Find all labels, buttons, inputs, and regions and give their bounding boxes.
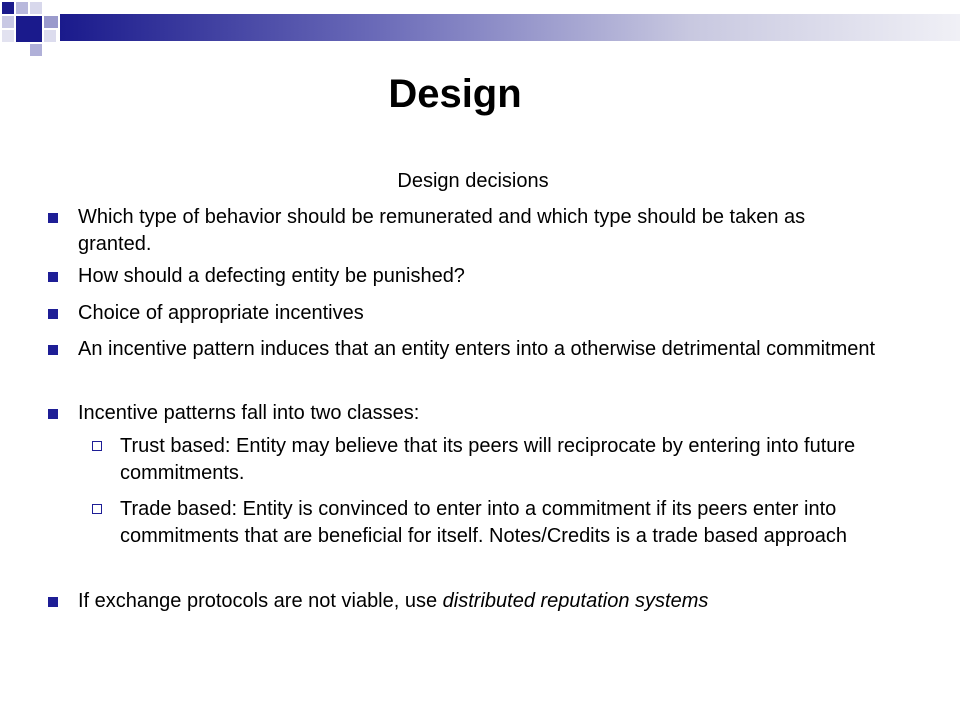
square-bullet-icon <box>48 213 58 223</box>
list-item-text: Trust based: Entity may believe that its peers will reciprocate by entering into future commitments. <box>120 435 856 484</box>
hollow-square-bullet-icon <box>92 441 102 451</box>
hollow-square-bullet-icon <box>92 504 102 514</box>
list-item-text-plain: If exchange protocols are not viable, use <box>78 590 443 612</box>
deco-square <box>2 2 14 14</box>
slide-subtitle: Design decisions <box>397 170 549 192</box>
deco-square <box>44 30 56 42</box>
square-bullet-icon <box>48 345 58 355</box>
list-item-text: Which type of behavior should be remunerated and which type should be taken as granted. <box>78 206 806 255</box>
square-bullet-icon <box>48 409 58 419</box>
list-item-text: An incentive pattern induces that an entity enters into a otherwise detrimental commitment <box>78 338 876 360</box>
deco-square <box>16 16 42 42</box>
decorative-header-band <box>0 0 960 62</box>
deco-square <box>16 2 28 14</box>
deco-square <box>30 2 42 14</box>
deco-square <box>2 30 14 42</box>
deco-square <box>44 16 58 28</box>
square-bullet-icon <box>48 272 58 282</box>
deco-square <box>2 16 14 28</box>
header-gradient-bar <box>60 14 960 41</box>
square-bullet-icon <box>48 309 58 319</box>
list-item-text-emphasis: distributed reputation systems <box>442 590 709 612</box>
list-item-text: How should a defecting entity be punished? <box>78 265 465 287</box>
list-item-text: Incentive patterns fall into two classes: <box>78 402 420 424</box>
list-item-text: Choice of appropriate incentives <box>78 302 364 324</box>
slide-title: Design <box>388 72 522 116</box>
square-bullet-icon <box>48 597 58 607</box>
deco-square <box>30 44 42 56</box>
list-item-text <box>78 588 878 615</box>
list-item-text: Trade based: Entity is convinced to enter into a commitment if its peers enter into commitments that are beneficial for itself. Notes/Credits is a trade based approach <box>120 498 848 547</box>
